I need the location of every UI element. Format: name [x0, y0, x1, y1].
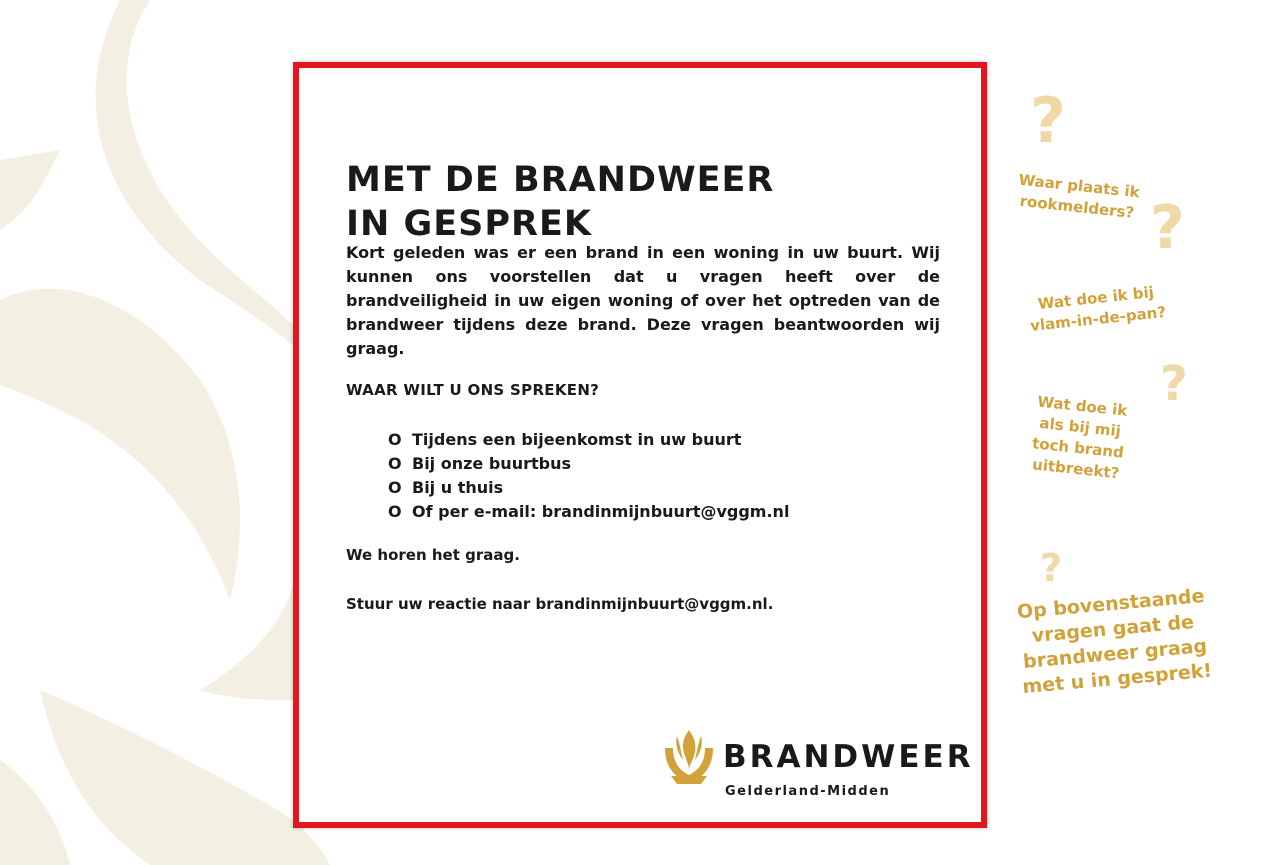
option-label: Bij u thuis: [412, 478, 504, 497]
contact-option[interactable]: [388, 452, 789, 476]
option-checkbox[interactable]: O: [388, 478, 402, 497]
option-checkbox[interactable]: O: [388, 430, 402, 449]
option-label: Bij onze buurtbus: [412, 454, 571, 473]
contact-option[interactable]: [388, 476, 789, 500]
headline-line-1: MET DE BRANDWEER: [346, 160, 775, 200]
option-checkbox[interactable]: O: [388, 502, 402, 521]
question-mark-icon: ?: [1150, 193, 1185, 263]
flame-shape-bottom-left: [0, 760, 70, 865]
option-checkbox[interactable]: O: [388, 454, 402, 473]
contact-option[interactable]: [388, 500, 789, 524]
flame-shape-right: [200, 560, 300, 700]
question-mark-icon: ?: [1160, 356, 1188, 412]
side-conclusion: Op bovenstaande vragen gaat de brandweer graag met u in gesprek!: [1016, 584, 1213, 699]
side-question-fire-at-home: Wat doe ik als bij mij toch brand uitbreekt?: [1031, 392, 1129, 483]
contact-option[interactable]: [388, 428, 789, 452]
intro-paragraph: Kort geleden was er een brand in een woning in uw buurt. Wij kunnen ons voorstellen dat u vragen heeft over de brandveiligheid in uw eigen woning of over het optreden van de brandweer tijdens deze brand. Deze vragen beantwoorden wij graag.: [346, 243, 940, 358]
contact-options-list: [388, 428, 789, 524]
logo-region: Gelderland-Midden: [725, 784, 891, 799]
reply-instruction: Stuur uw reactie naar brandinmijnbuurt@vggm.nl.: [346, 595, 774, 613]
flame-shape-left: [0, 150, 60, 230]
question-mark-icon: ?: [1030, 84, 1066, 157]
headline-line-2: IN GESPREK: [346, 204, 592, 244]
option-label: Tijdens een bijeenkomst in uw buurt: [412, 430, 742, 449]
flame-shape-mid: [0, 289, 240, 600]
flame-shape-lower: [40, 690, 330, 865]
brandweer-logo: [661, 726, 974, 806]
contact-question: WAAR WILT U ONS SPREKEN?: [346, 381, 600, 399]
closing-text: We horen het graag.: [346, 546, 520, 564]
announcement-card: [293, 62, 987, 828]
question-mark-icon: ?: [1040, 546, 1063, 590]
side-question-pan-fire: Wat doe ik bij vlam-in-de-pan?: [1029, 283, 1167, 336]
side-question-smoke-alarms: Waar plaats ik rookmelders?: [1017, 170, 1141, 222]
option-label: Of per e-mail: brandinmijnbuurt@vggm.nl: [412, 502, 790, 521]
headline: [346, 158, 774, 246]
flame-emblem-icon: [661, 726, 717, 790]
logo-wordmark: BRANDWEER: [723, 739, 974, 775]
